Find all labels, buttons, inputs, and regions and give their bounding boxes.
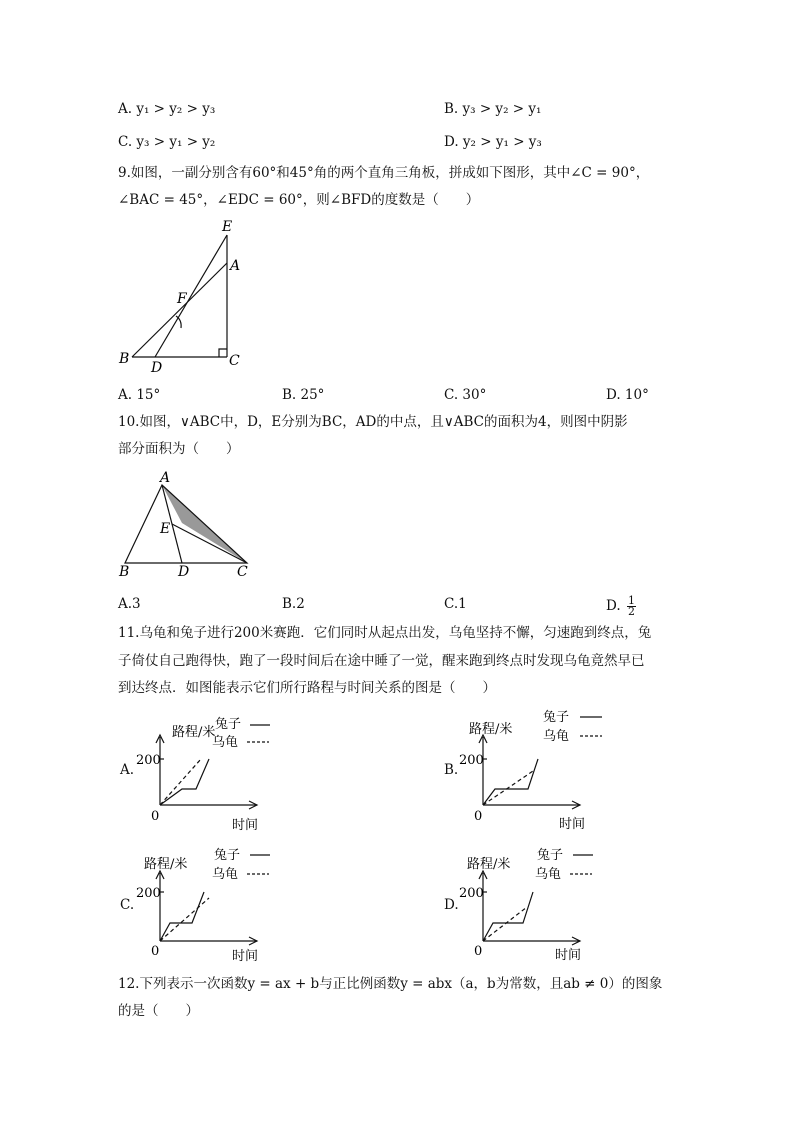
q10-text-line1: 10.如图，∨ABC中，D，E分别为BC，AD的中点，且∨ABC的面积为4，则图中阴影 — [118, 414, 628, 430]
q9-text-line2: ∠BAC = 45°，∠EDC = 60°，则∠BFD的度数是（ ） — [118, 192, 480, 208]
ylabel: 路程/米 — [467, 857, 511, 872]
q9-label-d: D — [151, 360, 163, 376]
q9-label-c: C — [229, 353, 240, 369]
ytick-label: 200 — [136, 886, 161, 901]
q11-graph-d — [455, 843, 605, 968]
q11-graph-a — [132, 703, 282, 833]
rabbit-curve — [160, 892, 204, 941]
q9-text-line1: 9.如图，一副分别含有60°和45°角的两个直角三角板，拼成如下图形，其中∠C = 90°， — [118, 165, 650, 181]
q11-graph-b — [455, 703, 605, 833]
q9-right-angle-mark — [219, 349, 227, 357]
legend-turtle-label: 乌龟 — [212, 867, 239, 882]
legend-turtle-label: 乌龟 — [212, 735, 239, 750]
q9-label-e: E — [222, 219, 233, 235]
q8-option-c: C. y₃ > y₁ > y₂ — [118, 134, 216, 150]
q12-text-line1: 12.下列表示一次函数y = ax + b与正比例函数y = abx（a，b为常数，且ab ≠ 0）的图象 — [118, 976, 663, 992]
legend-rabbit-label: 兔子 — [214, 848, 241, 863]
q10-figure — [110, 465, 270, 585]
ylabel: 路程/米 — [172, 725, 216, 740]
q9-angle-mark — [176, 316, 181, 328]
legend-rabbit-label: 兔子 — [543, 710, 570, 725]
q11-option-d-letter: D. — [444, 897, 459, 913]
q10-label-b: B — [119, 564, 130, 580]
rabbit-curve — [483, 759, 538, 805]
q11-text-line3: 到达终点．如图能表示它们所行路程与时间关系的图是（ ） — [118, 680, 496, 696]
turtle-line — [483, 771, 533, 805]
xlabel: 时间 — [232, 818, 259, 833]
q9-label-f: F — [177, 291, 187, 307]
legend-turtle-label: 乌龟 — [535, 867, 562, 882]
origin-label: 0 — [151, 944, 160, 959]
rabbit-curve — [483, 892, 533, 941]
q10-option-b: B.2 — [282, 596, 305, 612]
q9-segment-ba — [132, 263, 227, 357]
q10-label-d: D — [178, 564, 190, 580]
q12-text-line2: 的是（ ） — [118, 1003, 199, 1019]
q11-option-a-letter: A. — [120, 762, 135, 778]
q11-text-line2: 子倚仗自己跑得快，跑了一段时间后在途中睡了一觉，醒来跑到终点时发现乌龟竟然早已 — [118, 653, 645, 669]
q10-label-e: E — [160, 521, 171, 537]
ylabel: 路程/米 — [469, 722, 513, 737]
q9-segment-de — [155, 235, 227, 357]
q8-option-d: D. y₂ > y₁ > y₃ — [444, 134, 542, 150]
q9-option-c: C. 30° — [444, 387, 487, 403]
q11-graph-c — [132, 843, 282, 968]
ylabel: 路程/米 — [144, 857, 188, 872]
q11-option-c-letter: C. — [120, 897, 135, 913]
turtle-line — [160, 759, 201, 805]
q10-option-a: A.3 — [118, 596, 141, 612]
q9-option-d: D. 10° — [606, 387, 649, 403]
q10-option-d — [606, 596, 636, 617]
q10-label-c: C — [237, 564, 248, 580]
xlabel: 时间 — [232, 949, 259, 964]
q8-option-a: A. y₁ > y₂ > y₃ — [118, 101, 216, 117]
origin-label: 0 — [474, 809, 483, 824]
legend-rabbit-label: 兔子 — [215, 717, 242, 732]
q10-option-c: C.1 — [444, 596, 467, 612]
legend-turtle-label: 乌龟 — [543, 729, 570, 744]
q9-option-b: B. 25° — [282, 387, 325, 403]
ytick-label: 200 — [459, 753, 484, 768]
ytick-label: 200 — [459, 886, 484, 901]
turtle-line — [483, 907, 527, 941]
q9-label-a: A — [230, 258, 241, 274]
q11-text-line1: 11.乌龟和兔子进行200米赛跑．它们同时从起点出发，乌龟坚持不懈，匀速跑到终点，兔 — [118, 625, 652, 641]
q11-option-b-letter: B. — [444, 762, 459, 778]
ytick-label: 200 — [136, 753, 161, 768]
q10-option-d-fraction — [627, 596, 636, 617]
origin-label: 0 — [474, 944, 483, 959]
turtle-line — [160, 898, 209, 941]
q10-fraction-numerator: 1 — [627, 594, 635, 607]
q10-text-line2: 部分面积为（ ） — [118, 441, 240, 457]
rabbit-curve — [160, 759, 209, 805]
xlabel: 时间 — [555, 948, 582, 963]
xlabel: 时间 — [559, 817, 586, 832]
legend-rabbit-label: 兔子 — [537, 848, 564, 863]
q10-fraction-denominator: 2 — [627, 605, 635, 618]
origin-label: 0 — [151, 809, 160, 824]
q8-option-b: B. y₃ > y₂ > y₁ — [444, 101, 542, 117]
q9-label-b: B — [119, 351, 130, 367]
q10-label-a: A — [160, 470, 171, 486]
q9-option-a: A. 15° — [118, 387, 161, 403]
q10-option-d-prefix: D. — [606, 598, 621, 614]
q9-figure — [110, 215, 260, 380]
